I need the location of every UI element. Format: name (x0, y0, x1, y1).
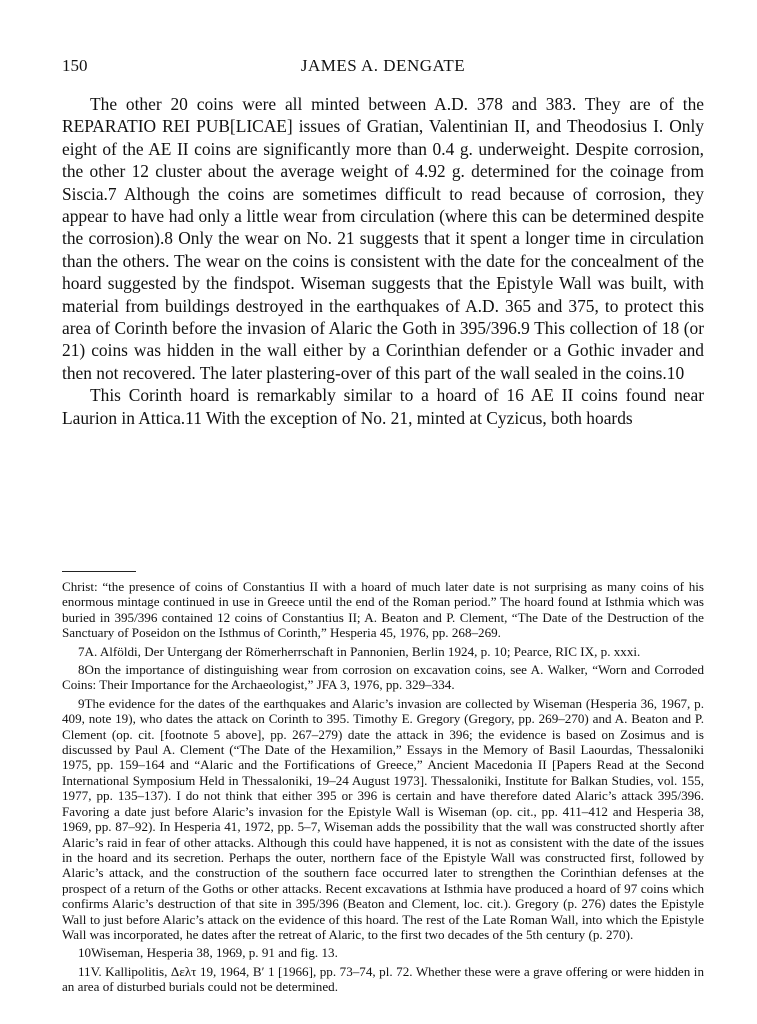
footnote-continuation: Christ: “the presence of coins of Constantius II with a hoard of much later date is not surprising as many coins of his enormous mintage continued in use in Greece until the end of the Roman period.” The hoard found at Isthmia which was buried in 395/396 contained 12 coins of Constantius II; A. Beaton and P. Clement, “The Date of the Destruction of the Sanctuary of Poseidon on the Isthmus of Corinth,” Hesperia 45, 1976, pp. 268–269. (62, 579, 704, 641)
footnote-8: 8On the importance of distinguishing wear from corrosion on excavation coins, see A. Walker, “Worn and Corroded Coins: Their Importance for the Archaeologist,” JFA 3, 1976, pp. 329–334. (62, 662, 704, 693)
footnotes (62, 579, 704, 998)
footnote-divider (62, 571, 136, 572)
footnote-9: 9The evidence for the dates of the earthquakes and Alaric’s invasion are collected by Wiseman (Hesperia 36, 1967, p. 409, note 19), who dates the attack on Corinth to 395. Timothy E. Gregory (Gregory, pp. 269–270) and A. Beaton and P. Clement (op. cit. [footnote 5 above], pp. 267–279) date the attack in 396; the evidence is based on Zosimus and is discussed by Paul A. Clement (“The Date of the Hexamilion,” Essays in the Memory of Basil Laourdas, Thessaloniki 1975, pp. 159–164 and “Alaric and the Fortifications of Greece,” Ancient Macedonia II [Papers Read at the Second International Symposium Held in Thessaloniki, 19–24 August 1973]. Thessaloniki, Institute for Balkan Studies, vol. 155, 1977, pp. 135–137). I do not think that either 395 or 396 is certain and have therefore dated Alaric’s attack 395/396. Favoring a date just before Alaric’s invasion for the Epistyle Wall is Wiseman (op. cit., pp. 411–412 and Hesperia 38, 1969, pp. 87–92). In Hesperia 41, 1972, pp. 5–7, Wiseman adds the possibility that the wall was constructed shortly after Alaric’s raid in fear of other attacks. Although this could have happened, it is not as consistent with the date of the issues in the hoard and its secretion. Perhaps the outer, northern face of the Epistyle Wall was constructed first, followed by Alaric’s attack, and the construction of the southern face occurred later to strengthen the Corinthian defenses at the prospect of a return of the Goths or other attacks. Recent excavations at Isthmia have produced a hoard of 97 coins which confirms Alaric’s destruction of that site in 395/396 (Beaton and Clement, loc. cit.). Gregory (p. 276) dates the Epistyle Wall to just before Alaric’s attack on the evidence of this hoard. The rest of the Late Roman Wall, into which the Epistyle Wall was incorporated, he dates after the retreat of Alaric, to the first two decades of the 5th century (p. 270). (62, 695, 704, 942)
body-text (62, 93, 704, 429)
footnote-7: 7A. Alföldi, Der Untergang der Römerherrschaft in Pannonien, Berlin 1924, p. 10; Pearce, RIC IX, p. xxxi. (78, 643, 641, 659)
running-title: JAMES A. DENGATE (300, 56, 466, 75)
body-paragraph-1: The other 20 coins were all minted between A.D. 378 and 383. They are of the REPARATIO REI PUB[LICAE] issues of Gratian, Valentinian II, and Theodosius I. Only eight of the AE II coins are significantly more than 0.4 g. underweight. Despite corrosion, the other 12 cluster about the average weight of 4.92 g. determined for the coinage from Siscia.7 Although the coins are sometimes difficult to read because of corrosion, they appear to have had only a little wear from circulation (where this can be determined despite the corrosion).8 Only the wear on No. 21 suggests that it spent a longer time in circulation than the others. The wear on the coins is consistent with the date for the concealment of the hoard suggested by the findspot. Wiseman suggests that the Epistyle Wall was built, with material from buildings destroyed in the earthquakes of A.D. 365 and 375, to protect this area of Corinth before the invasion of Alaric the Goth in 395/396.9 This collection of 18 (or 21) coins was hidden in the wall either by a Corinthian defender or a Gothic invader and then not recovered. The later plastering-over of this part of the wall sealed in the coins.10 (62, 94, 704, 383)
footnote-10: 10Wiseman, Hesperia 38, 1969, p. 91 and fig. 13. (78, 945, 338, 961)
body-paragraph-2: This Corinth hoard is remarkably similar to a hoard of 16 AE II coins found near Laurion in Attica.11 With the exception of No. 21, minted at Cyzicus, both hoards (62, 385, 704, 428)
page-number: 150 (62, 56, 88, 75)
page-header (62, 56, 704, 80)
footnote-11: 11V. Kallipolitis, Δελτ 19, 1964, B′ 1 [1966], pp. 73–74, pl. 72. Whether these were a grave offering or were hidden in an area of disturbed burials could not be determined. (62, 963, 704, 995)
